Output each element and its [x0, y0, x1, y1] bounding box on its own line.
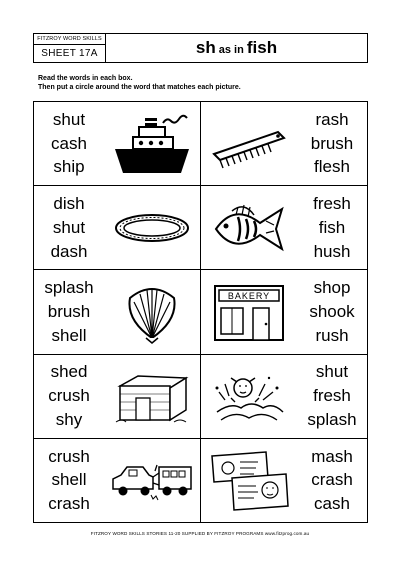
- title-fish: fish: [246, 38, 278, 57]
- grid-row: [34, 439, 367, 522]
- fish-icon: [201, 186, 297, 269]
- bakery-sign: BAKERY: [227, 291, 271, 301]
- word-option[interactable]: fresh: [313, 386, 351, 406]
- word-option[interactable]: crush: [48, 446, 90, 466]
- word-option[interactable]: shell: [51, 470, 87, 490]
- word-option[interactable]: splash: [44, 278, 94, 298]
- word-option[interactable]: cash: [314, 494, 350, 514]
- word-list: [34, 355, 104, 438]
- cash-icon: [201, 439, 297, 522]
- word-option[interactable]: shop: [313, 278, 351, 298]
- word-option[interactable]: rush: [315, 325, 349, 345]
- word-option[interactable]: rash: [315, 109, 349, 129]
- sheet-number: SHEET 17A: [41, 48, 98, 59]
- word-option[interactable]: crush: [48, 386, 90, 406]
- box-brush: [201, 102, 367, 185]
- word-option[interactable]: fish: [318, 217, 346, 237]
- word-option[interactable]: shook: [309, 302, 355, 321]
- grid-row: [34, 102, 367, 186]
- instruction-line-2: Then put a circle around the word that matches each picture.: [38, 84, 241, 91]
- crash-icon: [104, 439, 200, 522]
- worksheet-header: [33, 33, 368, 63]
- word-option[interactable]: ship: [53, 157, 85, 177]
- word-list: [34, 439, 104, 522]
- title-as-in: as in: [215, 44, 247, 56]
- word-list: [34, 186, 104, 269]
- word-option[interactable]: hush: [313, 241, 351, 261]
- word-option[interactable]: shut: [315, 362, 349, 382]
- box-shed: [34, 355, 201, 438]
- grid-row: [34, 270, 367, 354]
- box-shop: [201, 270, 367, 353]
- box-cash: [201, 439, 367, 522]
- shed-icon: [104, 355, 200, 438]
- word-option[interactable]: shed: [50, 362, 88, 382]
- word-option[interactable]: fresh: [313, 194, 351, 214]
- shell-icon: [104, 270, 200, 353]
- box-dish: [34, 186, 201, 269]
- brush-icon: [201, 102, 297, 185]
- word-list: [34, 270, 104, 353]
- word-list: [297, 186, 367, 269]
- box-fish: [201, 186, 367, 269]
- word-picture-grid: [33, 101, 368, 523]
- word-list: [297, 355, 367, 438]
- ship-icon: [104, 102, 200, 185]
- grid-row: [34, 186, 367, 270]
- grid-row: [34, 355, 367, 439]
- title-sh: sh: [195, 38, 216, 57]
- instruction-line-1: Read the words in each box.: [38, 75, 133, 82]
- word-option[interactable]: mash: [311, 446, 353, 466]
- splash-icon: [201, 355, 297, 438]
- word-list: [297, 439, 367, 522]
- shop-icon: [201, 270, 297, 353]
- series-label: FITZROY WORD SKILLS: [34, 34, 105, 45]
- word-option[interactable]: dish: [53, 194, 85, 214]
- box-shell: [34, 270, 201, 353]
- word-option[interactable]: splash: [307, 409, 357, 429]
- box-ship: [34, 102, 201, 185]
- word-option[interactable]: shell: [51, 325, 87, 345]
- dish-icon: [104, 186, 200, 269]
- word-option[interactable]: shut: [52, 217, 86, 237]
- sheet-id-box: [34, 34, 106, 62]
- word-list: [297, 102, 367, 185]
- word-option[interactable]: brush: [47, 302, 91, 321]
- word-option[interactable]: crash: [311, 470, 353, 490]
- word-option[interactable]: cash: [51, 133, 87, 153]
- word-option[interactable]: brush: [310, 133, 354, 153]
- box-splash: [201, 355, 367, 438]
- word-list: [297, 270, 367, 353]
- word-option[interactable]: shut: [52, 109, 86, 129]
- word-list: [34, 102, 104, 185]
- footer-credits: FITZROY WORD SKILLS STORIES 11-20 SUPPLIED BY FITZROY PROGRAMS www.fitzprog.com.au: [90, 531, 310, 536]
- word-option[interactable]: dash: [50, 241, 88, 261]
- box-crash: [34, 439, 201, 522]
- word-option[interactable]: shy: [55, 409, 83, 429]
- word-option[interactable]: flesh: [314, 157, 350, 177]
- instructions: [38, 74, 241, 92]
- worksheet-title: [106, 34, 367, 62]
- word-option[interactable]: crash: [48, 494, 90, 514]
